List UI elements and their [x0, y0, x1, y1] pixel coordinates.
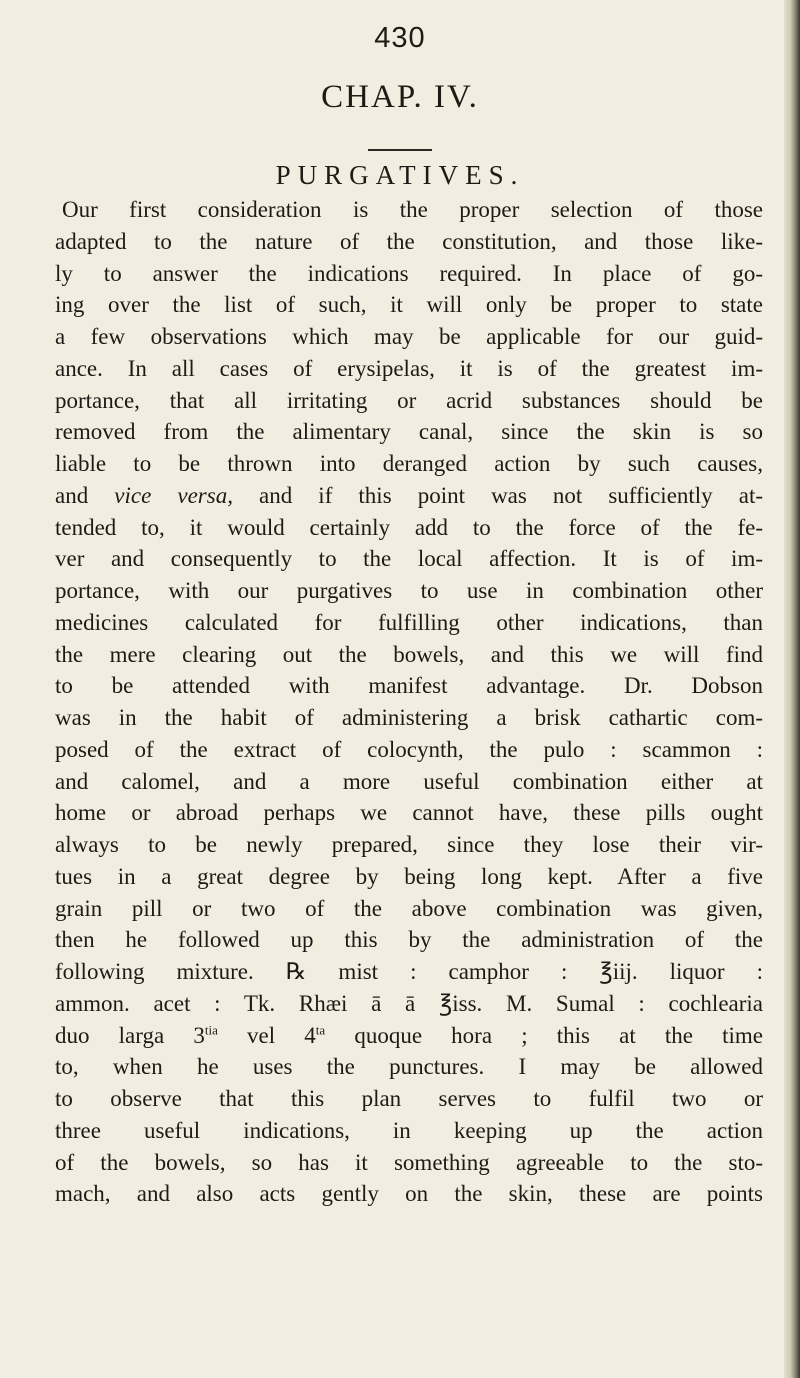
text-line: tended to, it would certainly add to the force of the fe- — [55, 514, 763, 540]
text-line: of the bowels, so has it something agreeable to the sto- — [55, 1149, 763, 1175]
text-fragment: quoque hora ; this at the time — [354, 1022, 763, 1048]
text-line: mach, and also acts gently on the skin, these are points — [55, 1181, 763, 1207]
text-line: tues in a great degree by being long kept. After a five — [55, 863, 763, 889]
text-line: adapted to the nature of the constitution, and those like- — [55, 228, 763, 254]
text-line: three useful indications, in keeping up the action — [55, 1117, 763, 1143]
text-line: always to be newly prepared, since they lose their vir- — [55, 832, 763, 857]
text-line: following mixture. ℞ mist : camphor : ℥iij. liquor : — [55, 959, 763, 984]
text-line: Our first consideration is the proper selection of those — [62, 197, 763, 222]
body-paragraph — [55, 194, 763, 1210]
text-line: to observe that this plan serves to fulfil two or — [55, 1086, 763, 1111]
page-edge-shadow — [784, 0, 800, 1378]
text-line: ammon. acet : Tk. Rhæi ā ā ℥iss. M. Sumal : cochlearia — [55, 990, 763, 1016]
text-line: a few observations which may be applicable for our guid- — [55, 324, 763, 349]
text-fragment: duo larga 3 — [55, 1022, 205, 1048]
text-line: posed of the extract of colocynth, the pulo : scammon : — [55, 736, 763, 762]
page-number: 430 — [374, 22, 426, 54]
text-line: grain pill or two of the above combination was given, — [55, 895, 763, 921]
text-line: ver and consequently to the local affection. It is of im- — [55, 546, 763, 572]
section-title: PURGATIVES. — [275, 160, 525, 190]
text-line: to be attended with manifest advantage. Dr. Dobson — [55, 673, 763, 699]
text-line: home or abroad perhaps we cannot have, these pills ought — [55, 800, 763, 826]
text-line: then he followed up this by the administration of the — [55, 927, 763, 953]
text-line: removed from the alimentary canal, since the skin is so — [55, 419, 763, 445]
text-line: was in the habit of administering a brisk cathartic com- — [55, 705, 763, 730]
text-fragment: and — [55, 482, 89, 508]
text-line: and calomel, and a more useful combination either at — [55, 768, 763, 794]
text-fragment: vel 4 — [247, 1022, 316, 1048]
text-line — [55, 480, 763, 512]
superscript: tia — [204, 1021, 218, 1037]
chapter-title: CHAP. IV. — [321, 79, 479, 115]
italic-phrase: vice versa, — [114, 482, 233, 508]
text-line: portance, with our purgatives to use in combination other — [55, 578, 763, 603]
text-line: portance, that all irritating or acrid substances should be — [55, 387, 763, 413]
text-line — [55, 1020, 763, 1052]
superscript: ta — [315, 1021, 326, 1037]
text-line: ance. In all cases of erysipelas, it is of the greatest im- — [55, 355, 763, 381]
text-line: to, when he uses the punctures. I may be allowed — [55, 1054, 763, 1080]
text-line: liable to be thrown into deranged action by such causes, — [55, 451, 763, 476]
text-line: the mere clearing out the bowels, and this we will find — [55, 641, 763, 667]
text-line: medicines calculated for fulfilling other indications, than — [55, 609, 763, 635]
text-line: ing over the list of such, it will only be proper to state — [55, 292, 763, 318]
text-fragment: and if this point was not sufficiently at- — [259, 482, 764, 508]
text-line: ly to answer the indications required. In place of go- — [55, 260, 763, 286]
title-divider — [368, 149, 432, 151]
